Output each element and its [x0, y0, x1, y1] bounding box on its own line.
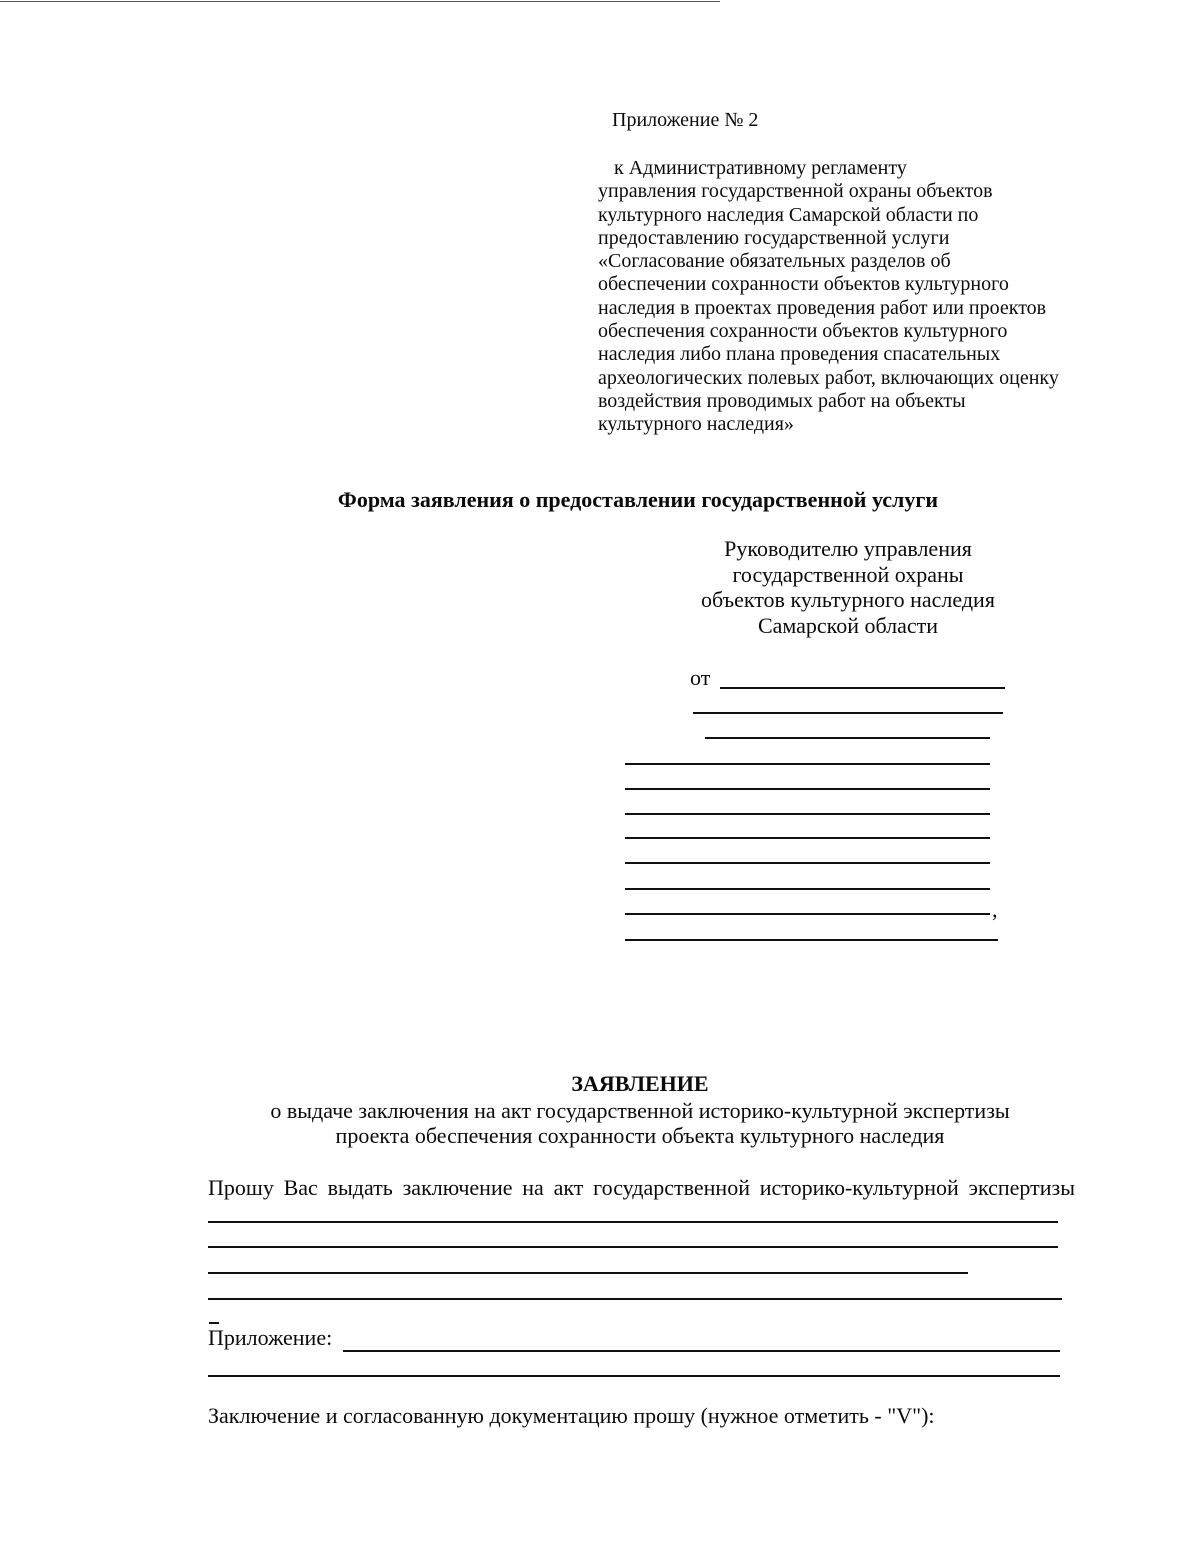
annex-reference-line: воздействия проводимых работ на объекты — [598, 389, 966, 412]
annex-reference-line: предоставлению государственной услуги — [598, 226, 950, 249]
attachment-blank-line — [208, 1375, 1060, 1377]
annex-reference-line: управления государственной охраны объектов — [598, 180, 993, 203]
annex-reference — [598, 157, 1059, 437]
sender-details-blank-line — [625, 837, 990, 839]
application-subtitle-line: о выдаче заключения на акт государственной историко-культурной экспертизы — [270, 1098, 1010, 1123]
sender-details-blank-line — [625, 939, 998, 941]
scan-edge-line — [0, 1, 720, 2]
sender-details-blank-line — [625, 862, 990, 864]
attachment-label: Приложение: — [208, 1325, 333, 1350]
from-label: от — [690, 665, 711, 690]
annex-reference-line: к Административному регламенту — [614, 157, 907, 179]
annex-reference-line: наследия либо плана проведения спасательных — [598, 343, 1001, 366]
form-title: Форма заявления о предоставлении государственной услуги — [337, 487, 939, 512]
request-blank-line — [208, 1246, 1058, 1248]
sender-details-comma: , — [992, 897, 998, 922]
sender-details-blank-line — [693, 712, 1003, 714]
addressee-line: объектов культурного наследия — [701, 587, 995, 613]
annex-number: Приложение № 2 — [612, 109, 759, 131]
annex-reference-line: культурного наследия» — [598, 413, 794, 436]
attachment-blank-line — [343, 1350, 1060, 1352]
request-text: Прошу Вас выдать заключение на акт государственной историко-культурной экспертизы — [208, 1175, 1075, 1200]
sender-details-blank-line — [705, 737, 990, 739]
annex-reference-line: «Согласование обязательных разделов об — [598, 250, 951, 273]
annex-reference-line: обеспечении сохранности объектов культурного — [598, 273, 1009, 296]
sender-details-blank-line — [625, 813, 990, 815]
addressee-line: Руководителю управления — [724, 536, 972, 561]
request-blank-line — [208, 1298, 1062, 1300]
sender-details-blank-line — [625, 763, 990, 765]
from-blank-line — [720, 687, 1005, 689]
annex-reference-line: археологических полевых работ, включающих оценку — [598, 366, 1059, 389]
application-subtitle — [190, 1098, 1090, 1148]
addressee-line: государственной охраны — [732, 561, 964, 587]
stray-dash-mark — [209, 1322, 219, 1324]
request-blank-line — [208, 1221, 1058, 1223]
annex-reference-line: обеспечения сохранности объектов культурного — [598, 320, 1008, 343]
addressee-block — [648, 536, 1048, 639]
application-subtitle-line: проекта обеспечения сохранности объекта культурного наследия — [335, 1123, 945, 1148]
delivery-instruction: Заключение и согласованную документацию прошу (нужное отметить - "V"): — [208, 1403, 935, 1428]
annex-reference-line: наследия в проектах проведения работ или проектов — [598, 296, 1047, 319]
application-heading: ЗАЯВЛЕНИЕ — [571, 1071, 709, 1096]
sender-details-blank-line — [625, 913, 990, 915]
sender-details-blank-line — [625, 888, 990, 890]
addressee-line: Самарской области — [757, 613, 939, 639]
annex-reference-line: культурного наследия Самарской области по — [598, 203, 979, 226]
sender-details-blank-line — [625, 788, 990, 790]
request-blank-line — [208, 1272, 968, 1274]
